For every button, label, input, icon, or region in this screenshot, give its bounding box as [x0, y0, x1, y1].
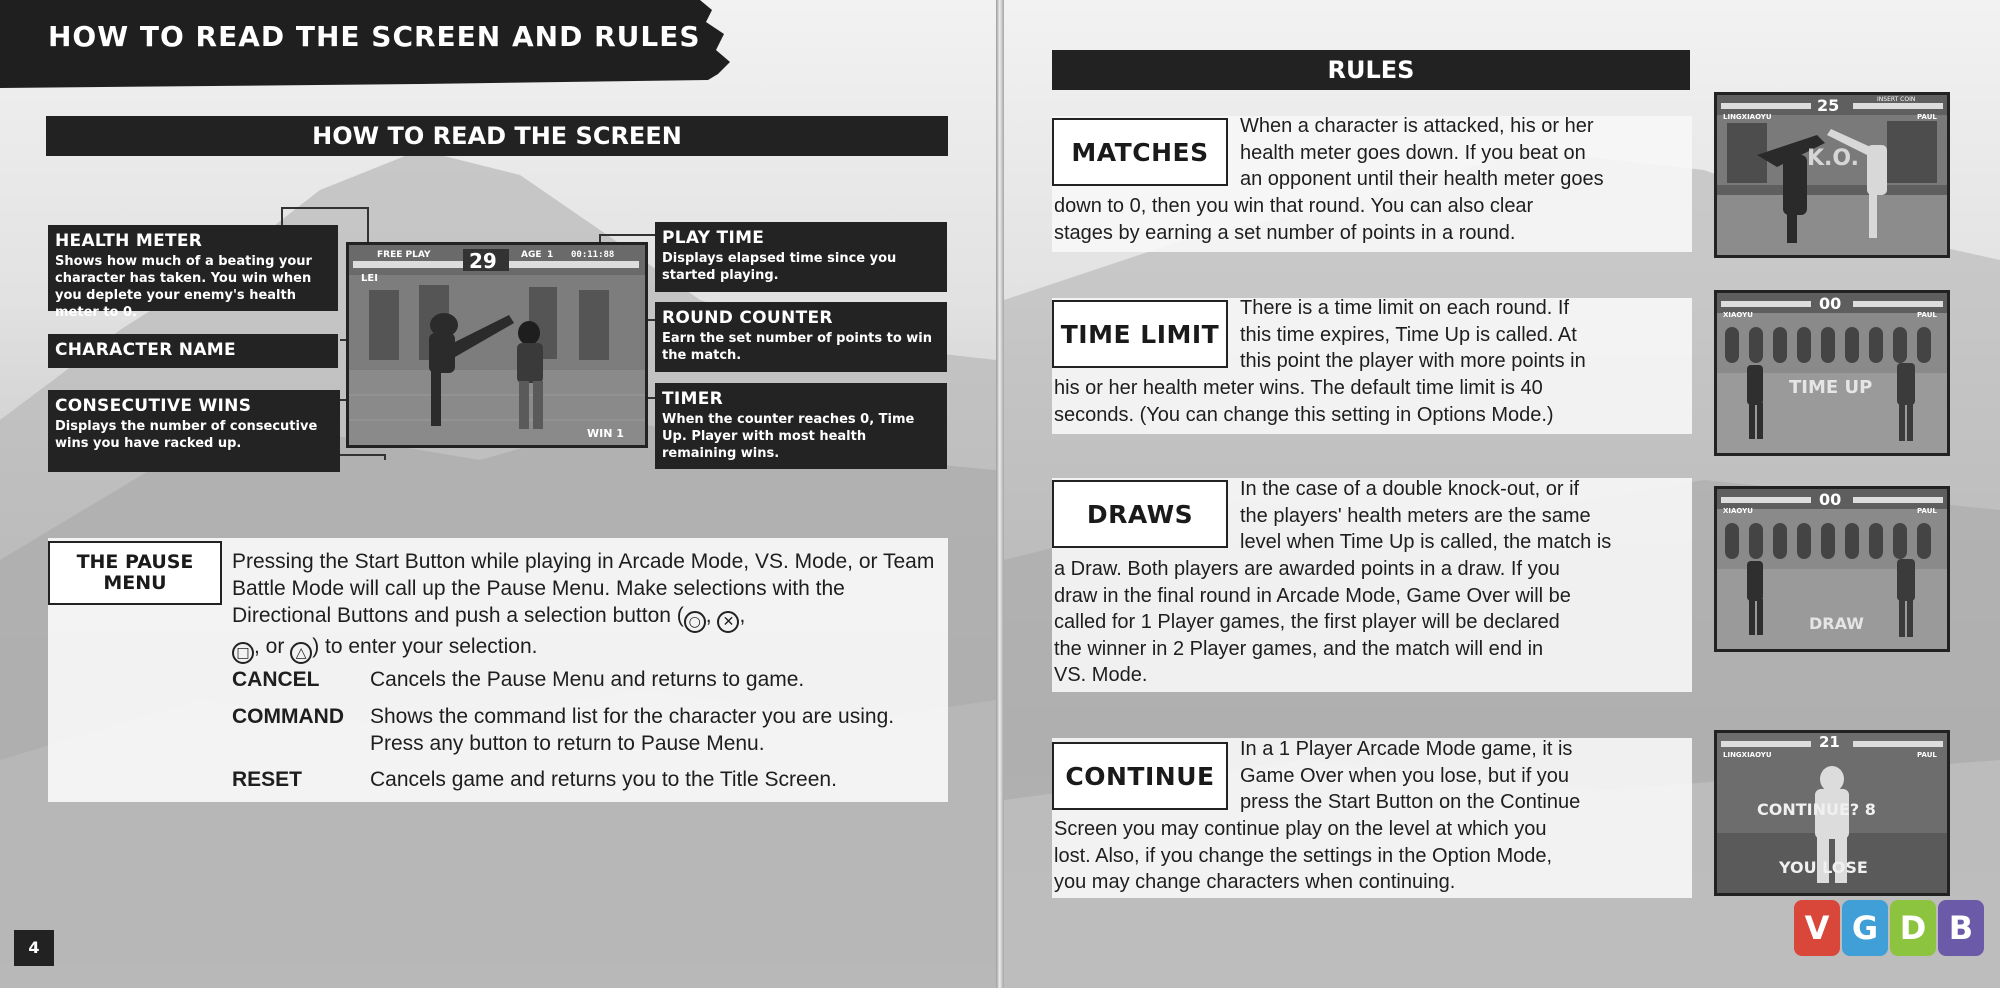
text-line: his or her health meter wins. The default time limit is 40: [1054, 377, 1543, 399]
screen-top: INSERT COIN: [1877, 96, 1916, 103]
screen-timer: 21: [1819, 733, 1840, 751]
watermark-letter-v: V: [1794, 900, 1840, 956]
section-title-rules: RULES: [1052, 50, 1690, 90]
screen-overlay: CONTINUE? 8: [1757, 800, 1876, 819]
screen-timer: 25: [1817, 96, 1840, 115]
hud-free-play: FREE PLAY: [377, 250, 431, 260]
screen-p1: LINGXIAOYU: [1723, 751, 1772, 759]
callout-desc: When the counter reaches 0, Time Up. Player with most health remaining wins.: [662, 412, 915, 461]
callout-title: HEALTH METER: [55, 231, 203, 251]
screen-overlay: DRAW: [1809, 614, 1864, 633]
text-line: a Draw. Both players are awarded points in a draw. If you: [1054, 558, 1560, 580]
hud-age: AGE: [521, 250, 542, 260]
screen-overlay-2: YOU LOSE: [1779, 858, 1868, 877]
callout-title: ROUND COUNTER: [662, 308, 833, 328]
text-line: VS. Mode.: [1054, 664, 1148, 686]
rule-text-time-limit-bottom: [1054, 375, 1684, 428]
pause-menu-label: THE PAUSE MENU: [48, 541, 222, 605]
triangle-button-icon: △: [290, 642, 312, 664]
screen-p2: PAUL: [1917, 113, 1937, 121]
callout-round-counter: [655, 302, 947, 372]
page-gutter: [996, 0, 1004, 988]
screen-p2: PAUL: [1917, 507, 1937, 515]
callout-consecutive-wins: [48, 390, 340, 472]
pause-text-1: Pressing the Start Button while playing in Arcade Mode, VS. Mode, or Team Battle Mode will call up the Pause Menu. Make selections with the Directional Buttons and push a selection button (: [232, 550, 935, 627]
watermark-letter-b: B: [1938, 900, 1984, 956]
text-line: down to 0, then you win that round. You can also clear: [1054, 195, 1534, 217]
rule-label-continue: CONTINUE: [1052, 742, 1228, 810]
option-cancel-desc: Cancels the Pause Menu and returns to game.: [370, 668, 805, 691]
callout-desc: Displays elapsed time since you started playing.: [662, 251, 897, 283]
left-page: [0, 0, 996, 988]
option-command-desc: Shows the command list for the character you are using. Press any button to return to Pause Menu.: [370, 705, 895, 755]
callout-health-meter: [48, 225, 338, 320]
square-button-icon: □: [232, 642, 254, 664]
watermark-letter-d: D: [1890, 900, 1936, 956]
screen-p1: XIAOYU: [1723, 507, 1753, 515]
text-line: seconds. (You can change this setting in Options Mode.): [1054, 403, 1554, 426]
text-line: called for 1 Player games, the first player will be declared: [1054, 611, 1560, 633]
option-command-name: COMMAND: [232, 705, 344, 728]
callout-connectors: [0, 0, 996, 988]
circle-button-icon: ○: [684, 611, 706, 633]
text-line: level when Time Up is called, the match is: [1240, 531, 1612, 553]
pause-menu-description: Pressing the Start Button while playing in Arcade Mode, VS. Mode, or Team Battle Mode will call up the Pause Menu. Make selections with the Directional Buttons and push a selection button ( ○ , ✕ , □ , or △ ) to enter your selection.: [232, 548, 944, 664]
option-reset-name: RESET: [232, 768, 303, 791]
hud-play-time: 00:11:88: [571, 250, 615, 260]
screen-p2: PAUL: [1917, 751, 1937, 759]
callout-timer: [655, 383, 947, 469]
rule-label-time-limit: TIME LIMIT: [1052, 300, 1228, 368]
right-page: [1004, 0, 2000, 988]
hud-name: LEI: [361, 273, 378, 284]
text-line: When a character is attacked, his or her: [1240, 115, 1594, 137]
text-line: you may change characters when continuing.: [1054, 871, 1456, 893]
rule-label-draws: DRAWS: [1052, 480, 1228, 548]
page-number: 4: [14, 930, 54, 966]
hud-timer: 29: [469, 249, 497, 273]
watermark-letter-g: G: [1842, 900, 1888, 956]
rule-text-matches-bottom: [1054, 193, 1684, 246]
text-line: There is a time limit on each round. If: [1240, 297, 1570, 319]
screenshot-matches: [1714, 92, 1950, 258]
screen-timer: 00: [1819, 294, 1842, 313]
text-line: press the Start Button on the Continue: [1240, 791, 1581, 813]
rule-text-continue-bottom: [1054, 816, 1684, 896]
option-cancel-name: CANCEL: [232, 668, 320, 691]
text-line: Game Over when you lose, but if you: [1240, 764, 1570, 787]
callout-title: CONSECUTIVE WINS: [55, 396, 252, 416]
text-line: the winner in 2 Player games, and the match will end in: [1054, 637, 1544, 660]
screen-overlay: K.O.: [1807, 146, 1859, 171]
callout-title: CHARACTER NAME: [55, 340, 236, 360]
screen-timer: 00: [1819, 490, 1842, 509]
text-line: an opponent until their health meter goes: [1240, 168, 1604, 190]
option-reset-desc: Cancels game and returns you to the Title Screen.: [370, 768, 837, 791]
pause-text-2: ) to enter your selection.: [312, 635, 538, 658]
callout-desc: Shows how much of a beating your character has taken. You win when you deplete your enemy's health meter to 0.: [55, 254, 312, 320]
rule-text-draws-bottom: [1054, 556, 1684, 689]
game-screenshot: [346, 242, 648, 448]
hud-wins: WIN 1: [587, 427, 624, 440]
text-line: In a 1 Player Arcade Mode game, it is: [1240, 738, 1573, 760]
text-line: the players' health meters are the same: [1240, 504, 1591, 527]
callout-desc: Displays the number of consecutive wins you have racked up.: [55, 419, 318, 451]
screenshot-continue: [1714, 730, 1950, 896]
text-line: this time expires, Time Up is called. At: [1240, 323, 1577, 346]
callout-title: TIMER: [662, 389, 724, 409]
callout-desc: Earn the set number of points to win the match.: [662, 331, 932, 363]
rule-label-matches: MATCHES: [1052, 118, 1228, 186]
cross-button-icon: ✕: [717, 611, 739, 633]
section-title-screen: HOW TO READ THE SCREEN: [46, 116, 948, 156]
text-line: this point the player with more points in: [1240, 350, 1586, 372]
screenshot-draws: [1714, 486, 1950, 652]
screen-overlay: TIME UP: [1789, 377, 1873, 398]
text-line: health meter goes down. If you beat on: [1240, 141, 1586, 164]
callout-title: PLAY TIME: [662, 228, 765, 248]
text-line: draw in the final round in Arcade Mode, Game Over will be: [1054, 584, 1571, 607]
screen-p1: XIAOYU: [1723, 311, 1753, 319]
hud-age-value: 1: [547, 250, 554, 260]
screen-p1: LINGXIAOYU: [1723, 113, 1772, 121]
callout-character-name: [48, 334, 338, 368]
screen-p2: PAUL: [1917, 311, 1937, 319]
text-line: In the case of a double knock-out, or if: [1240, 478, 1580, 500]
screenshot-time-limit: [1714, 290, 1950, 456]
text-line: stages by earning a set number of points in a round.: [1054, 221, 1516, 244]
header-title: HOW TO READ THE SCREEN AND RULES: [48, 20, 701, 53]
callout-play-time: [655, 222, 947, 292]
text-line: Screen you may continue play on the level at which you: [1054, 818, 1547, 840]
text-line: lost. Also, if you change the settings in the Option Mode,: [1054, 844, 1553, 867]
